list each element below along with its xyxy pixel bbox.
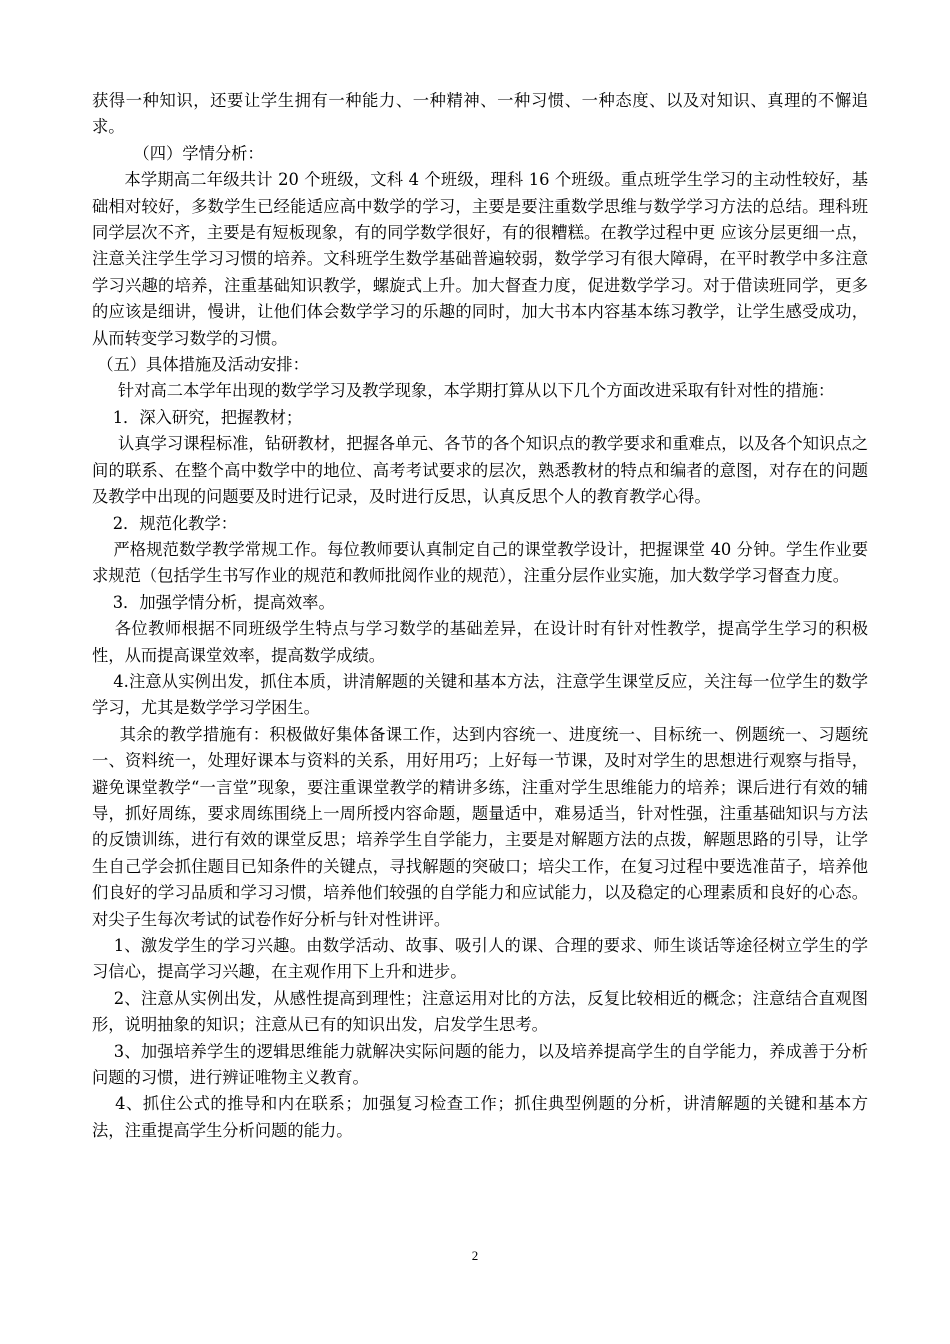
item-1-heading: 1．深入研究，把握教材； — [92, 407, 303, 427]
paragraph-intro-continued: 获得一种知识，还要让学生拥有一种能力、一种精神、一种习惯、一种态度、以及对知识、真理的不懈追求。 — [92, 91, 868, 137]
paragraph-other-measures: 其余的教学措施有：积极做好集体备课工作，达到内容统一、进度统一、目标统一、例题统一、习题统一、资料统一，处理好课本与资料的关系，用好用巧；上好每一节课，及时对学生的思想进行观察与指导，避免课堂教学“一言堂”现象，要注重课堂教学的精讲多练，注重对学生思维能力的培养；课后进行有效的辅导，抓好周练，要求周练围绕上一周所授内容命题，题量适中，难易适当，针对性强，注重基础知识与方法的反馈训练，进行有效的课堂反思；培养学生自学能力，主要是对解题方法的点拨，解题思路的引导，让学生自己学会抓住题目已知条件的关键点，寻找解题的突破口；培尖工作，在复习过程中要选准苗子，培养他们良好的学习品质和学习习惯，培养他们较强的自学能力和应试能力，以及稳定的心理素质和良好的心态。对尖子生每次考试的试卷作好分析与针对性讲评。 — [92, 724, 868, 929]
item-3-body: 各位教师根据不同班级学生特点与学习数学的基础差异，在设计时有针对性教学，提高学生学习的积极性，从而提高课堂效率，提高数学成绩。 — [92, 619, 868, 665]
heading-measures: （五）具体措施及活动安排： — [92, 355, 309, 375]
list-item-2: 2、注意从实例出发，从感性提高到理性；注意运用对比的方法，反复比较相近的概念；注意结合直观图形，说明抽象的知识；注意从已有的知识出发，启发学生思考。 — [92, 988, 868, 1035]
heading-learning-analysis: （四）学情分析： — [92, 143, 264, 163]
item-2-body: 严格规范数学教学常规工作。每位教师要认真制定自己的课堂教学设计，把握课堂 40 分钟。学生作业要求规范（包括学生书写作业的规范和教师批阅作业的规范），注重分层作业实施，加大数学学习督查力度。 — [92, 539, 868, 586]
paragraph-learning-analysis: 本学期高二年级共计 20 个班级，文科 4 个班级，理科 16 个班级。重点班学生学习的主动性较好，基础相对较好，多数学生已经能适应高中数学的学习，主要是要注重数学思维与数学学习方法的总结。理科班同学层次不齐，主要是有短板现象，有的同学数学很好，有的很糟糕。在教学过程中更 应该分层更细一点，注意关注学生学习习惯的培养。文科班学生数学基础普遍较弱，数学学习有很大障碍，在平时教学中多注意学习兴趣的培养，注重基础知识教学，螺旋式上升。加大督查力度，促进数学学习。对于借读班同学，更多的应该是细讲，慢讲，让他们体会数学学习的乐趣的同时，加大书本内容基本练习教学，让学生感受成功，从而转变学习数学的习惯。 — [92, 170, 868, 348]
body-text — [92, 88, 868, 1144]
list-item-3: 3、加强培养学生的逻辑思维能力就解决实际问题的能力，以及培养提高学生的自学能力，养成善于分析问题的习惯，进行辨证唯物主义教育。 — [92, 1041, 868, 1088]
paragraph-measures-intro: 针对高二本学年出现的数学学习及教学现象，本学期打算从以下几个方面改进采取有针对性的措施： — [92, 381, 835, 401]
item-3-heading: 3．加强学情分析，提高效率。 — [92, 592, 335, 612]
item-4-body: 4.注意从实例出发，抓住本质，讲清解题的关键和基本方法，注意学生课堂反应，关注每一位学生的数学学习，尤其是数学学习学困生。 — [92, 671, 868, 718]
list-item-1: 1、激发学生的学习兴趣。由数学活动、故事、吸引人的课、合理的要求、师生谈话等途径树立学生的学习信心，提高学习兴趣，在主观作用下上升和进步。 — [92, 936, 868, 982]
item-1-body: 认真学习课程标准，钻研教材，把握各单元、各节的各个知识点的教学要求和重难点，以及各个知识点之间的联系、在整个高中数学中的地位、高考考试要求的层次，熟悉教材的特点和编者的意图，对存在的问题及教学中出现的问题要及时进行记录，及时进行反思，认真反思个人的教育教学心得。 — [92, 434, 868, 507]
list-item-4: 4、抓住公式的推导和内在联系；加强复习检查工作；抓住典型例题的分析，讲清解题的关键和基本方法，注重提高学生分析问题的能力。 — [92, 1094, 869, 1140]
page-number: 2 — [471, 1248, 479, 1263]
item-2-heading: 2．规范化教学： — [92, 513, 238, 533]
